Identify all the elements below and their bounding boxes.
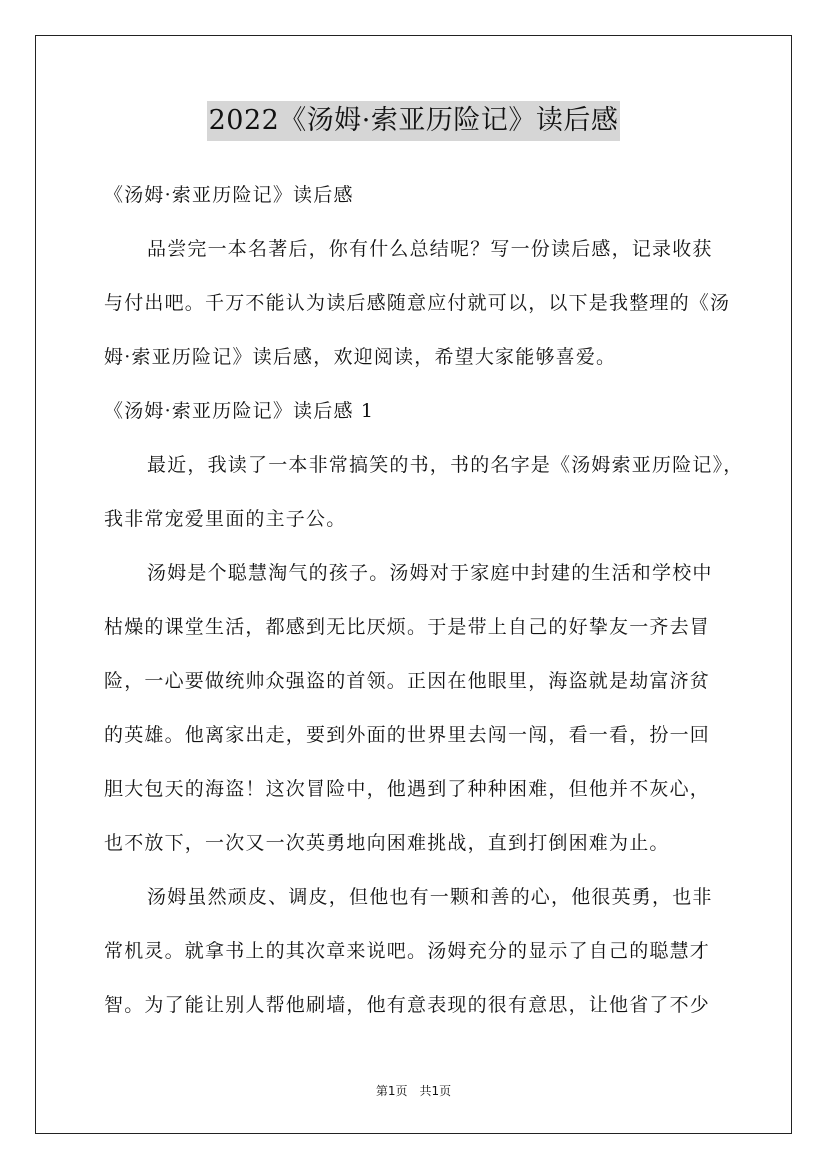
section-heading: 《汤姆·索亚历险记》读后感 1 (104, 400, 375, 422)
paragraph-line: 胆大包天的海盗！这次冒险中，他遇到了种种困难，但他并不灰心， (104, 778, 711, 800)
paragraph-line: 的英雄。他离家出走，要到外面的世界里去闯一闯，看一看，扮一回 (104, 724, 711, 746)
paragraph-line: 常机灵。就拿书上的其次章来说吧。汤姆充分的显示了自己的聪慧才 (104, 940, 711, 962)
paragraph-line: 姆·索亚历险记》读后感，欢迎阅读，希望大家能够喜爱。 (104, 346, 617, 368)
paragraph-line: 品尝完一本名著后，你有什么总结呢？写一份读后感，记录收获 (147, 238, 713, 260)
paragraph-line: 智。为了能让别人帮他刷墙，他有意表现的很有意思，让他省了不少 (104, 994, 711, 1016)
section-heading: 《汤姆·索亚历险记》读后感 (104, 184, 354, 206)
paragraph-line: 也不放下，一次又一次英勇地向困难挑战，直到打倒困难为止。 (104, 832, 670, 854)
paragraph-line: 汤姆是个聪慧淘气的孩子。汤姆对于家庭中封建的生活和学校中 (147, 562, 713, 584)
document-title: 2022《汤姆·索亚历险记》读后感 (207, 101, 621, 141)
paragraph-line: 汤姆虽然顽皮、调皮，但他也有一颗和善的心，他很英勇，也非 (147, 886, 713, 908)
title-container (0, 101, 827, 141)
page-footer: 第1页 共1页 (375, 1084, 452, 1098)
paragraph-line: 险，一心要做统帅众强盗的首领。正因在他眼里，海盗就是劫富济贫 (104, 670, 711, 692)
paragraph-line: 枯燥的课堂生活，都感到无比厌烦。于是带上自己的好挚友一齐去冒 (104, 616, 711, 638)
paragraph-line: 我非常宠爱里面的主子公。 (104, 508, 347, 530)
paragraph-line: 最近，我读了一本非常搞笑的书，书的名字是《汤姆索亚历险记》， (147, 454, 744, 476)
paragraph-line: 与付出吧。千万不能认为读后感随意应付就可以，以下是我整理的《汤 (104, 292, 731, 314)
